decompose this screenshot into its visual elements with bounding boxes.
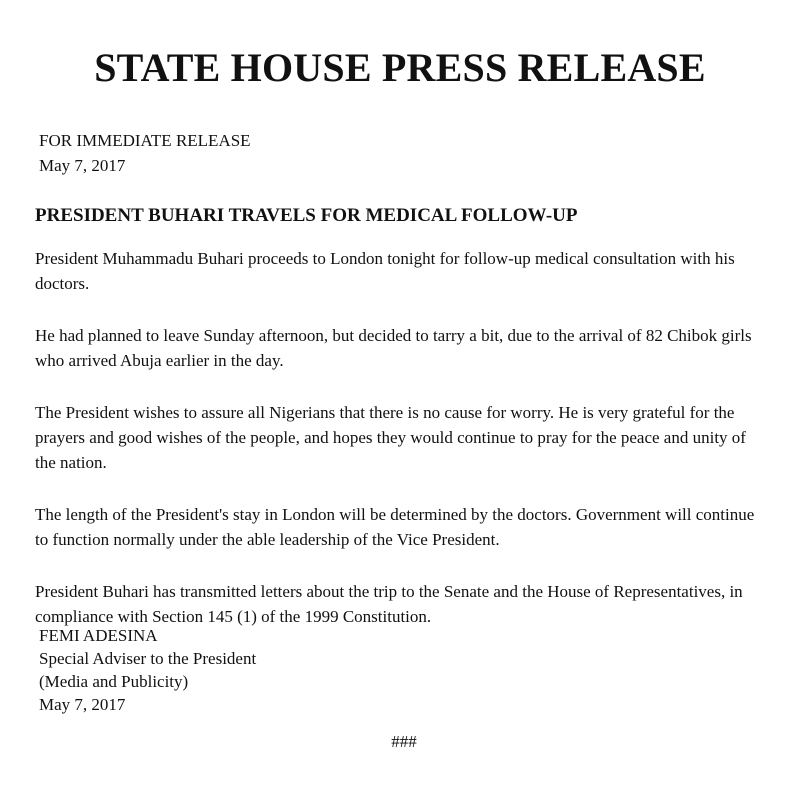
end-mark: ### [391, 732, 417, 751]
paragraph: President Muhammadu Buhari proceeds to London tonight for follow-up medical consultation with his doctors. [35, 249, 735, 293]
release-date: May 7, 2017 [39, 156, 126, 175]
release-meta [39, 128, 251, 178]
paragraph: President Buhari has transmitted letters about the trip to the Senate and the House of Representatives, in compliance with Section 145 (1) of the 1999 Constitution. [35, 582, 743, 626]
signatory-role: Special Adviser to the President [39, 649, 257, 668]
paragraph: The President wishes to assure all Nigerians that there is no cause for worry. He is very grateful for the prayers and good wishes of the people, and hopes they would continue to pray for the peace and unity of the nation. [35, 403, 746, 472]
paragraph: He had planned to leave Sunday afternoon, but decided to tarry a bit, due to the arrival of 82 Chibok girls who arrived Abuja earlier in the day. [35, 326, 752, 370]
page-title: STATE HOUSE PRESS RELEASE [94, 45, 706, 90]
signature-date: May 7, 2017 [39, 695, 126, 714]
signatory-department: (Media and Publicity) [39, 672, 189, 691]
release-type: FOR IMMEDIATE RELEASE [39, 131, 251, 150]
signature-block [39, 624, 256, 716]
body-text [35, 246, 765, 656]
signatory-name: FEMI ADESINA [39, 626, 158, 645]
headline: PRESIDENT BUHARI TRAVELS FOR MEDICAL FOLLOW-UP [35, 205, 578, 226]
paragraph: The length of the President's stay in London will be determined by the doctors. Government will continue to function normally under the able leadership of the Vice President. [35, 505, 755, 549]
